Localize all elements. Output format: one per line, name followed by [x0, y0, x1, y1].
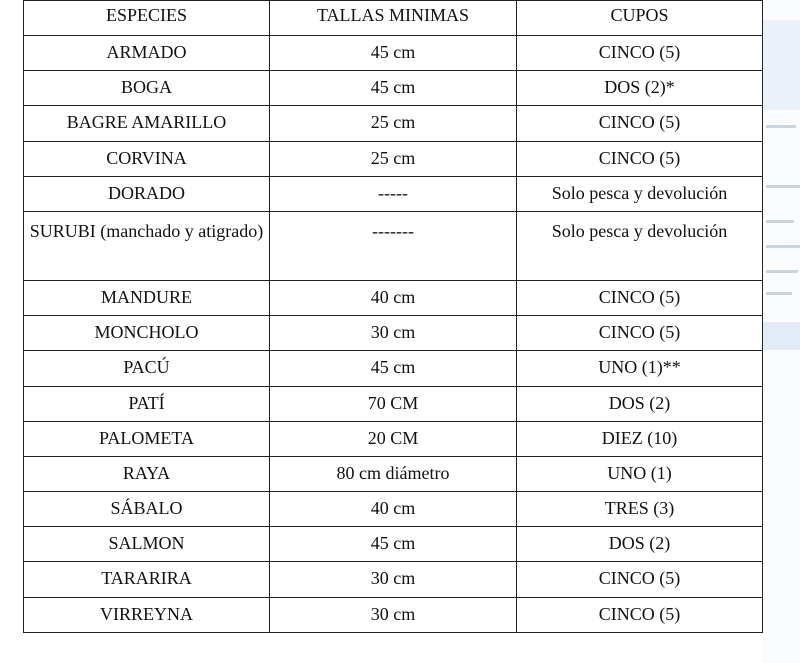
- min-size-cell: -----: [270, 176, 517, 211]
- min-size-cell: 30 cm: [270, 597, 517, 632]
- min-size-cell: 80 cm diámetro: [270, 456, 517, 491]
- quota-cell: CINCO (5): [517, 562, 763, 597]
- min-size-cell: 40 cm: [270, 492, 517, 527]
- species-cell: SÁBALO: [24, 492, 270, 527]
- table-row: [24, 456, 763, 491]
- min-size-cell: 45 cm: [270, 351, 517, 386]
- table-row: [24, 316, 763, 351]
- background-panel: [762, 20, 800, 110]
- min-size-cell: 20 CM: [270, 421, 517, 456]
- species-cell: BAGRE AMARILLO: [24, 106, 270, 141]
- table-row: [24, 351, 763, 386]
- min-size-cell: 25 cm: [270, 141, 517, 176]
- species-cell: PALOMETA: [24, 421, 270, 456]
- min-size-cell: 45 cm: [270, 527, 517, 562]
- species-cell: TARARIRA: [24, 562, 270, 597]
- quota-cell: Solo pesca y devolución: [517, 176, 763, 211]
- min-size-cell: 25 cm: [270, 106, 517, 141]
- species-cell: BOGA: [24, 71, 270, 106]
- background-text-line: [766, 220, 794, 223]
- min-size-cell: 30 cm: [270, 316, 517, 351]
- table-row: [24, 597, 763, 632]
- min-size-cell: 45 cm: [270, 36, 517, 71]
- quota-cell: UNO (1)**: [517, 351, 763, 386]
- quota-cell: CINCO (5): [517, 280, 763, 315]
- species-cell: ARMADO: [24, 36, 270, 71]
- species-cell: SURUBI (manchado y atigrado): [24, 211, 270, 280]
- min-size-cell: 30 cm: [270, 562, 517, 597]
- background-text-line: [766, 245, 800, 248]
- table-row: [24, 36, 763, 71]
- quota-cell: CINCO (5): [517, 316, 763, 351]
- table-row: [24, 141, 763, 176]
- table-row: [24, 71, 763, 106]
- species-cell: DORADO: [24, 176, 270, 211]
- background-text-line: [766, 125, 796, 128]
- table-row: [24, 176, 763, 211]
- species-cell: VIRREYNA: [24, 597, 270, 632]
- table-row: [24, 280, 763, 315]
- quota-cell: DIEZ (10): [517, 421, 763, 456]
- species-cell: CORVINA: [24, 141, 270, 176]
- header-tallas-minimas: TALLAS MINIMAS: [270, 1, 517, 36]
- species-cell: MONCHOLO: [24, 316, 270, 351]
- species-cell: MANDURE: [24, 280, 270, 315]
- quota-cell: CINCO (5): [517, 141, 763, 176]
- quota-cell: Solo pesca y devolución: [517, 211, 763, 280]
- table-row: [24, 527, 763, 562]
- quota-cell: CINCO (5): [517, 106, 763, 141]
- header-cupos: CUPOS: [517, 1, 763, 36]
- fishing-regulations-table: [23, 0, 763, 633]
- species-cell: PATÍ: [24, 386, 270, 421]
- min-size-cell: 70 CM: [270, 386, 517, 421]
- background-page-edge: [762, 0, 800, 663]
- quota-cell: CINCO (5): [517, 36, 763, 71]
- quota-cell: CINCO (5): [517, 597, 763, 632]
- table-row: [24, 421, 763, 456]
- table-row: [24, 492, 763, 527]
- quota-cell: DOS (2): [517, 527, 763, 562]
- table-row: [24, 562, 763, 597]
- min-size-cell: 40 cm: [270, 280, 517, 315]
- quota-cell: UNO (1): [517, 456, 763, 491]
- quota-cell: DOS (2)*: [517, 71, 763, 106]
- table-row: [24, 106, 763, 141]
- species-cell: SALMON: [24, 527, 270, 562]
- min-size-cell: -------: [270, 211, 517, 280]
- background-text-line: [766, 185, 800, 188]
- quota-cell: TRES (3): [517, 492, 763, 527]
- background-text-line: [766, 292, 792, 295]
- table-row: [24, 211, 763, 280]
- quota-cell: DOS (2): [517, 386, 763, 421]
- min-size-cell: 45 cm: [270, 71, 517, 106]
- species-cell: PACÚ: [24, 351, 270, 386]
- species-cell: RAYA: [24, 456, 270, 491]
- background-panel: [762, 322, 800, 350]
- background-text-line: [766, 270, 798, 273]
- regulations-table-container: [23, 0, 762, 641]
- table-row: [24, 386, 763, 421]
- header-especies: ESPECIES: [24, 1, 270, 36]
- table-header-row: [24, 1, 763, 36]
